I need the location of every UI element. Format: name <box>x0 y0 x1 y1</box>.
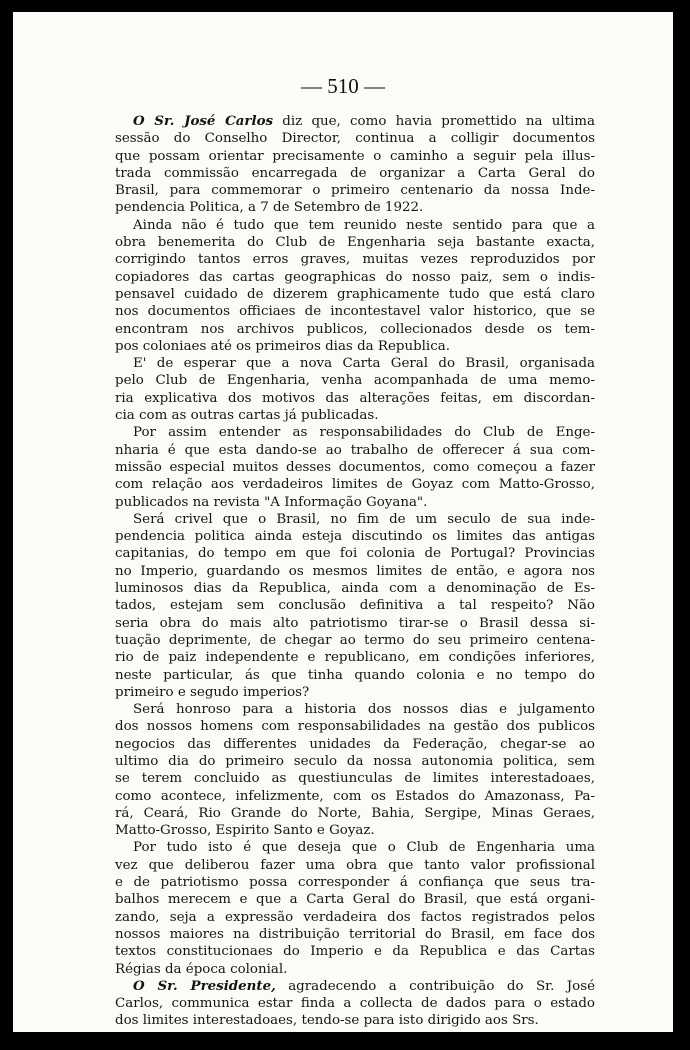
line-text: nharia é que esta dando-se ao trabalho de offerecer á sua com- <box>115 442 595 458</box>
text-line <box>97 442 595 459</box>
paragraph <box>115 113 595 217</box>
text-line <box>97 891 595 908</box>
line-text: Será crivel que o Brasil, no fim de um seculo de sua inde- <box>133 511 595 527</box>
paragraph <box>115 511 595 701</box>
text-line <box>97 995 595 1012</box>
line-text: pendencia politica ainda esteja discutindo os limites das antigas <box>115 529 595 545</box>
line-text: rio de paiz independente e republicano, em condições inferiores, <box>115 650 595 666</box>
line-text: Matto-Grosso, Espirito Santo e Goyaz. <box>115 823 375 839</box>
line-text: textos constitucionaes do Imperio e da Republica e das Cartas <box>115 944 595 960</box>
text-line <box>97 580 595 597</box>
speaker-name: O Sr. Presidente, <box>133 977 276 994</box>
line-text: tados, estejam sem conclusão definitiva a tal respeito? Não <box>115 598 595 614</box>
page-number: — 510 — <box>301 74 385 98</box>
text-line <box>97 286 595 303</box>
line-text: E' de esperar que a nova Carta Geral do Brasil, organisada <box>133 356 595 372</box>
text-line <box>97 597 595 614</box>
line-text: pensavel cuidado de dizerem graphicamente tudo que está claro <box>115 286 595 302</box>
line-text: encontram nos archivos publicos, collecionados desde os tem- <box>115 321 595 337</box>
line-text: ria explicativa dos motivos das alterações feitas, em discordan- <box>115 390 595 406</box>
paragraph <box>115 217 595 355</box>
line-text: vez que deliberou fazer uma obra que tanto valor profissional <box>115 857 595 873</box>
text-line <box>97 684 595 701</box>
line-text: publicados na revista "A Informação Goyana". <box>115 494 428 510</box>
text-line <box>97 494 595 511</box>
text-line <box>97 667 595 684</box>
line-text: luminosos dias da Republica, ainda com a denominação de Es- <box>115 581 595 597</box>
line-text: cia com as outras cartas já publicadas. <box>115 408 379 424</box>
line-text: balhos merecem e que a Carta Geral do Brasil, que está organi- <box>115 892 595 908</box>
text-line <box>97 770 595 787</box>
text-line <box>97 874 595 891</box>
paragraph <box>115 424 595 510</box>
line-text: Será honroso para a historia dos nossos dias e julgamento <box>133 702 595 718</box>
text-line <box>97 615 595 632</box>
line-text: Ainda não é tudo que tem reunido neste sentido para que a <box>133 217 595 233</box>
text-line <box>97 736 595 753</box>
document-page <box>13 12 673 1032</box>
text-line <box>97 1012 595 1029</box>
line-text: diz que, como havia promettido na ultima <box>273 114 595 129</box>
line-text: Brasil, para commemorar o primeiro centenario da nossa Inde- <box>115 183 595 199</box>
line-text: dos nossos homens com responsabilidades na gestão dos publicos <box>115 719 595 735</box>
text-line <box>115 511 595 528</box>
line-text: corrigindo tantos erros graves, muitas vezes reproduzidos por <box>115 252 595 268</box>
text-line <box>97 857 595 874</box>
text-line <box>97 199 595 216</box>
text-line <box>97 822 595 839</box>
text-line <box>97 251 595 268</box>
text-line <box>115 978 595 995</box>
line-text: Por assim entender as responsabilidades do Club de Enge- <box>133 425 595 441</box>
text-line <box>97 476 595 493</box>
text-line <box>97 926 595 943</box>
text-line <box>115 217 595 234</box>
text-line <box>115 355 595 372</box>
line-text: pos coloniaes até os primeiros dias da Republica. <box>115 338 450 354</box>
text-line <box>115 839 595 856</box>
text-line <box>97 805 595 822</box>
text-line <box>97 649 595 666</box>
line-text: tuação deprimente, de chegar ao termo do seu primeiro centena- <box>115 632 595 648</box>
line-text: trada commissão encarregada de organizar a Carta Geral do <box>115 165 595 181</box>
line-text: seria obra do mais alto patriotismo tirar-se o Brasil dessa si- <box>115 615 595 631</box>
text-line <box>97 303 595 320</box>
line-text: ultimo dia do primeiro seculo da nossa autonomia politica, sem <box>115 753 595 769</box>
line-text: Carlos, communica estar finda a collecta de dados para o estado <box>115 996 595 1012</box>
line-text: e de patriotismo possa corresponder á confiança que seus tra- <box>115 875 595 891</box>
line-text: Régias da época colonial. <box>115 961 288 977</box>
text-line <box>115 424 595 441</box>
line-text: neste particular, ás que tinha quando colonia e no tempo do <box>115 667 595 683</box>
text-line <box>97 234 595 251</box>
text-line <box>97 165 595 182</box>
text-line <box>97 407 595 424</box>
line-text: primeiro e segudo imperios? <box>115 684 310 700</box>
text-line <box>97 321 595 338</box>
text-line <box>97 718 595 735</box>
line-text: pelo Club de Engenharia, venha acompanhada de uma memo- <box>115 373 595 389</box>
line-text: se terem concluido as questiunculas de limites interestadoaes, <box>115 771 595 787</box>
line-text: negocios das differentes unidades da Federação, chegar-se ao <box>115 736 595 752</box>
line-text: agradecendo a contribuição do Sr. José <box>275 978 595 994</box>
line-text: nossos maiores na distribuição territorial do Brasil, em face dos <box>115 926 595 942</box>
text-line <box>97 130 595 147</box>
text-line <box>115 113 595 130</box>
line-text: como acontece, infelizmente, com os Estados do Amazonass, Pa- <box>115 788 595 804</box>
line-text: que possam orientar precisamente o caminho a seguir pela illus- <box>115 148 595 164</box>
text-line <box>97 269 595 286</box>
text-line <box>97 459 595 476</box>
line-text: obra benemerita do Club de Engenharia seja bastante exacta, <box>115 235 595 251</box>
line-text: zando, seja a expressão verdadeira dos factos registrados pelos <box>115 909 595 925</box>
body-text <box>115 113 595 1030</box>
line-text: no Imperio, guardando os mesmos limites de então, e agora nos <box>115 563 595 579</box>
paragraph <box>115 978 595 1030</box>
text-line <box>97 182 595 199</box>
line-text: Por tudo isto é que deseja que o Club de Engenharia uma <box>133 840 595 856</box>
line-text: rá, Ceará, Rio Grande do Norte, Bahia, Sergipe, Minas Geraes, <box>115 805 595 821</box>
line-text: dos limites interestadoaes, tendo-se para isto dirigido aos Srs. <box>115 1013 539 1029</box>
text-line <box>97 961 595 978</box>
text-line <box>97 943 595 960</box>
text-line <box>97 632 595 649</box>
paragraph <box>115 701 595 839</box>
text-line <box>97 148 595 165</box>
line-text: copiadores das cartas geographicas do nosso paiz, sem o indis- <box>115 269 595 285</box>
text-line <box>97 390 595 407</box>
text-line <box>97 338 595 355</box>
text-line <box>97 753 595 770</box>
paragraph <box>115 355 595 424</box>
line-text: capitanias, do tempo em que foi colonia de Portugal? Provincias <box>115 546 595 562</box>
line-text: nos documentos officiaes de incontestavel valor historico, que se <box>115 304 595 320</box>
paragraph <box>115 839 595 977</box>
text-line <box>115 701 595 718</box>
text-line <box>97 545 595 562</box>
text-line <box>97 372 595 389</box>
text-line <box>97 909 595 926</box>
text-line <box>97 788 595 805</box>
line-text: missão especial muitos desses documentos, como começou a fazer <box>115 459 595 475</box>
speaker-name: O Sr. José Carlos <box>133 113 274 129</box>
line-text: pendencia Politica, a 7 de Setembro de 1922. <box>115 200 424 216</box>
line-text: com relação aos verdadeiros limites de Goyaz com Matto-Grosso, <box>115 477 595 493</box>
text-line <box>97 528 595 545</box>
text-line <box>97 563 595 580</box>
line-text: sessão do Conselho Director, continua a colligir documentos <box>115 131 595 147</box>
